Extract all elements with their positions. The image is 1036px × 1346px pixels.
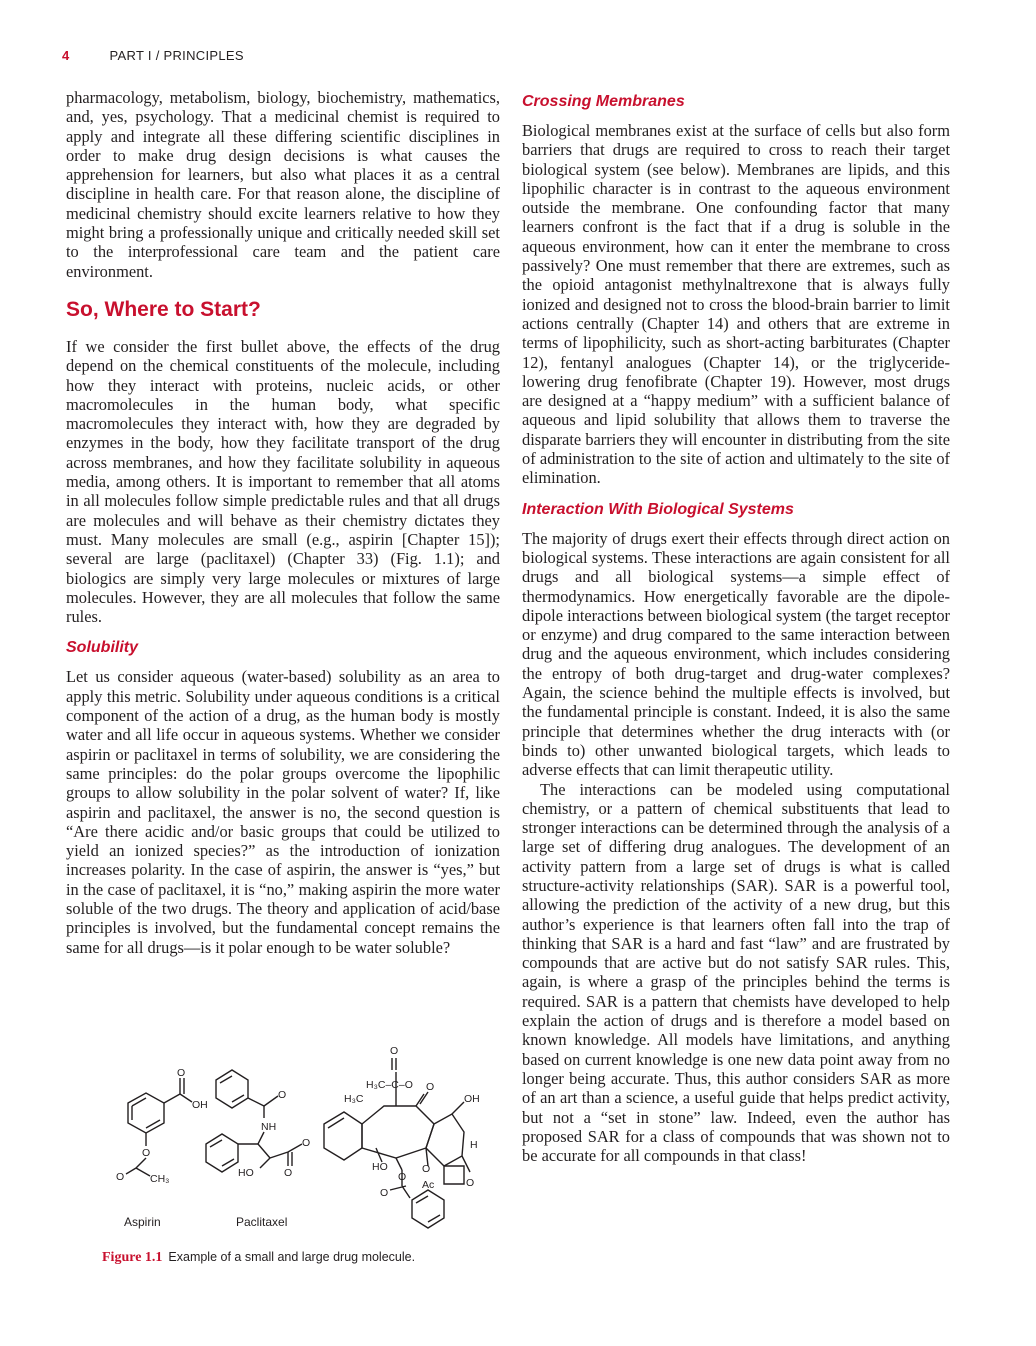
- interaction-paragraph-2: The interactions can be modeled using computational chemistry, or a pattern of chemical substituents that lead to stronger interactions can be determined through the analysis of a large set of differing drug analogues. The development of an activity pattern from a large set of drugs is what is called structure-activity relationships (SAR). SAR is a powerful tool, allowing the prediction of the activity of a new drug, but this author’s experience is that learners often fall into the trap of thinking that SAR is a hard and fast “law” and are frustrated by compounds that are active but do not satisfy SAR rules. This, again, is where a grasp of the principles behind the terms is required. SAR is a pattern that chemists have developed to help explain the action of drugs and is therefore a model based on known knowledge. All models have limitations, and anything based on current knowledge is one new data point away from no longer being accurate. Thus, this author considers SAR as more of an art than a science, a useful guide that helps predict activity, but not a “set in stone” law. Indeed, even the author has proposed SAR for a class of compounds that was shown not to be accurate for all compounds in that class!: [522, 779, 950, 1166]
- atom-h3c: H₃C: [344, 1093, 364, 1105]
- atom-oh: OH: [192, 1099, 208, 1111]
- solubility-heading: Solubility: [66, 639, 138, 657]
- figure-1-1: [66, 1040, 500, 1280]
- part-title: PART I / PRINCIPLES: [109, 48, 244, 63]
- atom-o: O: [116, 1171, 125, 1183]
- atom-ho: HO: [372, 1161, 388, 1173]
- right-column: [522, 92, 950, 1165]
- atom-ho: HO: [238, 1167, 254, 1179]
- molecule-structures: [66, 1040, 500, 1250]
- caption-label: Figure 1.1: [102, 1250, 163, 1265]
- membranes-paragraph: Biological membranes exist at the surface of cells but also form barriers that drugs are required to cross to reach their target biological system (see below). Membranes are lipids, and this lipophilic character is in contrast to the aqueous environment outside the membrane. One confounding factor that many learners confront is the fact that if a drug is soluble in the aqueous environment, how can it enter the membrane to cross passively? One must remember that there are extremes, such as the opioid antagonist methylnaltrexone that is always fully ionized and designed not to cross the blood-brain barrier to limit actions centrally (Chapter 14) and others that are extreme in terms of lipophilicity, such as short-acting barbiturates (Chapter 12), fentanyl analogues (Chapter 14), or the triglyceride-lowering drug fenofibrate (Chapter 19). However, most drugs are designed at a “happy medium” with a sufficient balance of aqueous and lipid solubility that allows them to traverse the disparate barriers they will encounter in distributing from the site of administration to the site of action and ultimately to the site of elimination.: [522, 121, 950, 488]
- atom-acetate: H₃C–C–O: [366, 1079, 413, 1091]
- atom-o: O: [142, 1147, 151, 1159]
- interaction-heading: Interaction With Biological Systems: [522, 500, 794, 518]
- atom-o: O: [390, 1045, 399, 1057]
- solubility-paragraph: Let us consider aqueous (water-based) solubility as an area to apply this metric. Solubility under aqueous conditions is a critical component of the action of a drug, as the human body is mostly water and all life occur in aqueous systems. Whether we consider aspirin or paclitaxel in terms of solubility, we are considering the same principles: do the polar groups overcome the lipophilic groups to allow solubility in the polar solvent of water? If, like aspirin and paclitaxel, the answer is no, the second question is “Are there acidic and/or basic groups that could be utilized to yield an ionized species?” as the introduction of ionization increases polarity. In the case of aspirin, the answer is “yes,” but in the case of paclitaxel, it is “no,” making aspirin the more water soluble of the two drugs. The theory and application of acid/base principles is involved, but the fundamental concept remains the same for all drugs—is it polar enough to be water soluble?: [66, 667, 500, 957]
- left-column: [66, 88, 500, 957]
- aspirin-structure: [126, 1078, 192, 1176]
- interaction-paragraph-1: The majority of drugs exert their effects through direct action on biological systems. These interactions are again consistent for all drugs and all biological systems—a simple effect of thermodynamics. How energetically favorable are the dipole-dipole interactions between biological system (the target receptor or enzyme) and drug compared to the same interaction between drug and the aqueous environment, which includes considering the entropy of both drug-target and drug-water complexes? Again, the science behind the multiple effects is involved, but the fundamental principle is constant. Indeed, it is also the same principle that determines whether the drug interacts with (or binds to) other unwanted biological targets, which leads to adverse effects that can limit therapeutic utility.: [522, 528, 950, 780]
- atom-o: O: [466, 1177, 475, 1189]
- aspirin-label: Aspirin: [124, 1215, 161, 1229]
- running-head: [62, 48, 244, 68]
- atom-o: O: [278, 1089, 287, 1101]
- section-heading: So, Where to Start?: [66, 297, 261, 321]
- atom-labels: [116, 1045, 480, 1199]
- page-number: 4: [62, 48, 70, 63]
- atom-o: O: [177, 1067, 186, 1079]
- atom-nh: NH: [261, 1121, 277, 1133]
- atom-o: O: [422, 1163, 431, 1175]
- atom-ch3: CH₃: [150, 1173, 170, 1185]
- intro-paragraph: pharmacology, metabolism, biology, biochemistry, mathematics, and, yes, psychology. That a medicinal chemist is required to apply and integrate all these differing scientific disciplines in order to make drug design decisions is what causes the apprehension for learners, but also what places it as a central discipline in health care. For that reason alone, the discipline of medicinal chemistry should excite learners relative to how they might bring a professionally unique and critically needed skill set to the interprofessional care team and the patient care environment.: [66, 88, 500, 281]
- atom-o: O: [284, 1167, 293, 1179]
- atom-o: O: [302, 1137, 311, 1149]
- section-paragraph: If we consider the first bullet above, the effects of the drug depend on the chemical constituents of the molecule, including how they interact with proteins, nucleic acids, or other macromolecules in the human body, what specific macromolecules they interact with, how they are degraded by enzymes in the body, how they facilitate transport of the drug across membranes, and how they facilitate solubility in aqueous media, among others. It is important to remember that all atoms in all molecules follow simple predictable rules and that all drugs are molecules and will behave as their chemistry dictates they must. Many molecules are small (e.g., aspirin [Chapter 15]); several are large (paclitaxel) (Chapter 33) (Fig. 1.1); and biologics are simply very large molecules or mixtures of large molecules. However, they are all molecules that follow the same rules.: [66, 336, 500, 627]
- atom-o: O: [380, 1187, 389, 1199]
- atom-o: O: [426, 1081, 435, 1093]
- atom-ac: Ac: [422, 1179, 435, 1191]
- membranes-heading: Crossing Membranes: [522, 93, 685, 110]
- atom-oh: OH: [464, 1093, 480, 1105]
- paclitaxel-label: Paclitaxel: [236, 1215, 288, 1229]
- atom-o: O: [398, 1171, 407, 1183]
- atom-h: H: [470, 1139, 478, 1151]
- figure-caption: [102, 1250, 415, 1266]
- caption-text: Example of a small and large drug molecule.: [168, 1250, 416, 1264]
